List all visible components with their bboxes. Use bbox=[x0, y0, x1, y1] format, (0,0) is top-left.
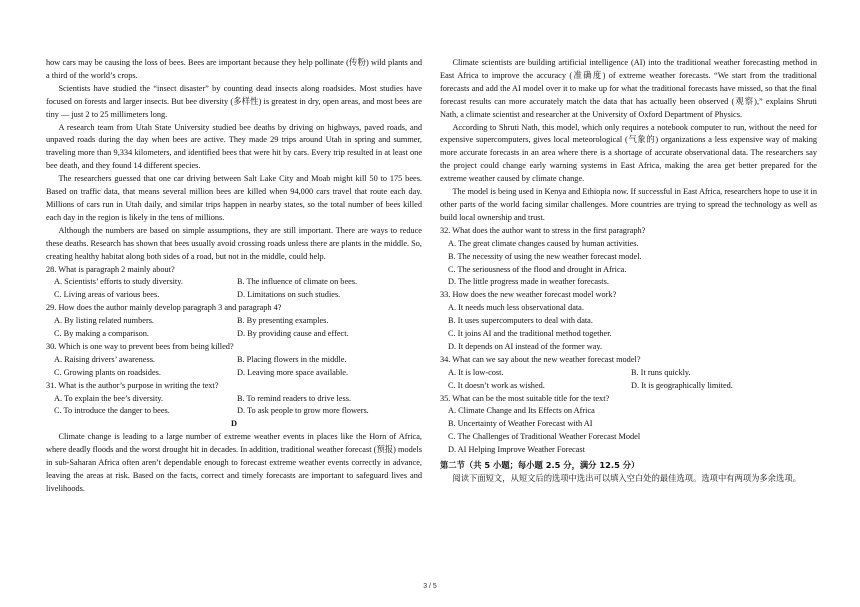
question-stem: 32. What does the author want to stress in the first paragraph? bbox=[440, 225, 646, 235]
option: A. Climate Change and Its Effects on Africa bbox=[448, 406, 595, 416]
question-stem: 33. How does the new weather forecast model work? bbox=[440, 290, 617, 300]
passage-c-paragraph: Scientists have studied the “insect disaster” by counting dead insects along roadsides. Most studies have focused on forests and larger insects. But bee diversity (多样性) is greatest in dry, open areas, and most bees are tiny — just 2 to 25 millimeters long. bbox=[46, 83, 422, 119]
option: C. To introduce the danger to bees. bbox=[54, 406, 170, 416]
option: B. It runs quickly. bbox=[631, 367, 691, 377]
right-column bbox=[440, 57, 817, 485]
question-stem: 29. How does the author mainly develop paragraph 3 and paragraph 4? bbox=[46, 303, 282, 313]
passage-c-paragraph: Although the numbers are based on simple assumptions, they are still important. There are ways to reduce these deaths. Research has shown that bees usually avoid crossing roads unless there are plants in the middle. So, creating healthy habitat along both sides of a road, but not in the middle, could help. bbox=[46, 225, 422, 261]
question-stem: 34. What can we say about the new weather forecast model? bbox=[440, 354, 641, 364]
question-options bbox=[46, 354, 422, 380]
option: D. By providing cause and effect. bbox=[237, 329, 349, 339]
option: B. By presenting examples. bbox=[237, 316, 329, 326]
passage-d-paragraph: The model is being used in Kenya and Ethiopia now. If successful in East Africa, researchers hope to use it in other parts of the world facing similar challenges. More countries are trying to spread the technology as well as build local ownership and trust. bbox=[440, 187, 817, 222]
question-options bbox=[46, 393, 422, 419]
option: D. It depends on AI instead of the former way. bbox=[448, 341, 603, 351]
passage-d-paragraph: Climate scientists are building artificial intelligence (AI) into the traditional weather forecasting method in East Africa to improve the accuracy (准确度) of extreme weather forecasts. “We start from the traditional forecasts and add the AI model over it to make up for what the traditional forecasts have missed, so that the final forecast results can more accurately match the data that has actually been observed (观察),” explains Shruti Nath, a climate scientist and researcher at the University of Oxford Department of Physics. bbox=[440, 58, 817, 119]
section-2-instructions: 阅读下面短文，从短文后的选项中选出可以填入空白处的最佳选项。选项中有两项为多余选项。 bbox=[452, 473, 801, 483]
question-options bbox=[46, 315, 422, 341]
option: B. The influence of climate on bees. bbox=[237, 277, 358, 287]
passage-d-paragraph: According to Shruti Nath, this model, which only requires a notebook computer to run, without the need for expensive supercomputers, gives local meteorological (气象的) organizations a less expensive way of making more accurate forecasts in an area where there is a shortage of accurate observational data. The researchers say the project could change early warning systems in East Africa, making the area get better prepared for the extreme weather caused by climate change. bbox=[440, 122, 817, 184]
option: C. Living areas of various bees. bbox=[54, 290, 160, 300]
option: C. By making a comparison. bbox=[54, 329, 149, 339]
option: B. Placing flowers in the middle. bbox=[237, 354, 347, 364]
option: D. AI Helping Improve Weather Forecast bbox=[448, 445, 585, 455]
option: A. By listing related numbers. bbox=[54, 316, 155, 326]
option: C. Growing plants on roadsides. bbox=[54, 367, 161, 377]
option: C. It doesn’t work as wished. bbox=[448, 380, 545, 390]
question-stem: 35. What can be the most suitable title for the text? bbox=[440, 393, 610, 403]
option: B. It uses supercomputers to deal with data. bbox=[448, 316, 593, 326]
passage-c-paragraph: how cars may be causing the loss of bees. Bees are important because they help pollinate (传粉) wild plants and a third of the world’s crops. bbox=[46, 58, 422, 80]
option: C. It joins AI and the traditional method together. bbox=[448, 329, 612, 339]
section-2-title: 第二节（共 5 小题；每小题 2.5 分，满分 12.5 分） bbox=[440, 460, 640, 471]
question-stem: 30. Which is one way to prevent bees from being killed? bbox=[46, 341, 234, 351]
option: D. It is geographically limited. bbox=[631, 380, 733, 390]
option: A. It is low-cost. bbox=[448, 367, 504, 377]
option: D. Limitations on such studies. bbox=[237, 290, 341, 300]
question-stem: 28. What is paragraph 2 mainly about? bbox=[46, 264, 175, 274]
option: D. To ask people to grow more flowers. bbox=[237, 406, 369, 416]
left-column bbox=[46, 57, 422, 496]
passage-c-paragraph: A research team from Utah State University studied bee deaths by driving on highways, paved roads, and unpaved roads during the day when bees are active. They made 29 trips around Utah in spring and summer, traveling more than 9,334 kilometers, and identified bees that were hit by cars. Every trip resulted in at least one bee death, and they found 14 different species. bbox=[46, 122, 422, 171]
option: A. Scientists’ efforts to study diversity. bbox=[54, 277, 183, 287]
question-options bbox=[440, 238, 817, 290]
option: B. The necessity of using the new weather forecast model. bbox=[448, 251, 642, 261]
question-options bbox=[440, 302, 817, 354]
option: D. The little progress made in weather forecasts. bbox=[448, 277, 609, 287]
option: A. To explain the bee’s diversity. bbox=[54, 393, 164, 403]
option: C. The seriousness of the flood and drought in Africa. bbox=[448, 264, 627, 274]
passage-d-paragraph: Climate change is leading to a large number of extreme weather events in places like the Horn of Africa, where deadly floods and the worst drought hit in decades. In addition, traditional weather forecast (预报) models in sub-Saharan Africa often aren’t dependable enough to forecast extreme weather events correctly in advance, leaving the areas at risk. Based on the facts, correct and timely forecasts are important to safeguard lives and livelihoods. bbox=[46, 432, 422, 493]
question-stem: 31. What is the author’s purpose in writing the text? bbox=[46, 380, 219, 390]
page-number: 3 / 5 bbox=[423, 583, 437, 590]
option: A. It needs much less observational data. bbox=[448, 303, 584, 313]
question-options bbox=[440, 405, 817, 457]
option: D. Leaving more space available. bbox=[237, 367, 349, 377]
question-options bbox=[46, 276, 422, 302]
option: B. Uncertainty of Weather Forecast with AI bbox=[448, 419, 593, 429]
option: C. The Challenges of Traditional Weather Forecast Model bbox=[448, 432, 641, 442]
passage-c-paragraph: The researchers guessed that one car driving between Salt Lake City and Moab might kill 50 to 175 bees. Based on traffic data, that means several million bees are killed when 94,000 cars travel that route each day. Millions of cars run in Utah daily, and similar trips happen in nearby states, so the total number of bees killed each day in the region is likely in the tens of millions. bbox=[46, 174, 422, 222]
option: A. The great climate changes caused by human activities. bbox=[448, 238, 639, 248]
option: B. To remind readers to drive less. bbox=[237, 393, 352, 403]
section-letter: D bbox=[231, 419, 237, 429]
question-options bbox=[440, 367, 817, 393]
option: A. Raising drivers’ awareness. bbox=[54, 354, 155, 364]
